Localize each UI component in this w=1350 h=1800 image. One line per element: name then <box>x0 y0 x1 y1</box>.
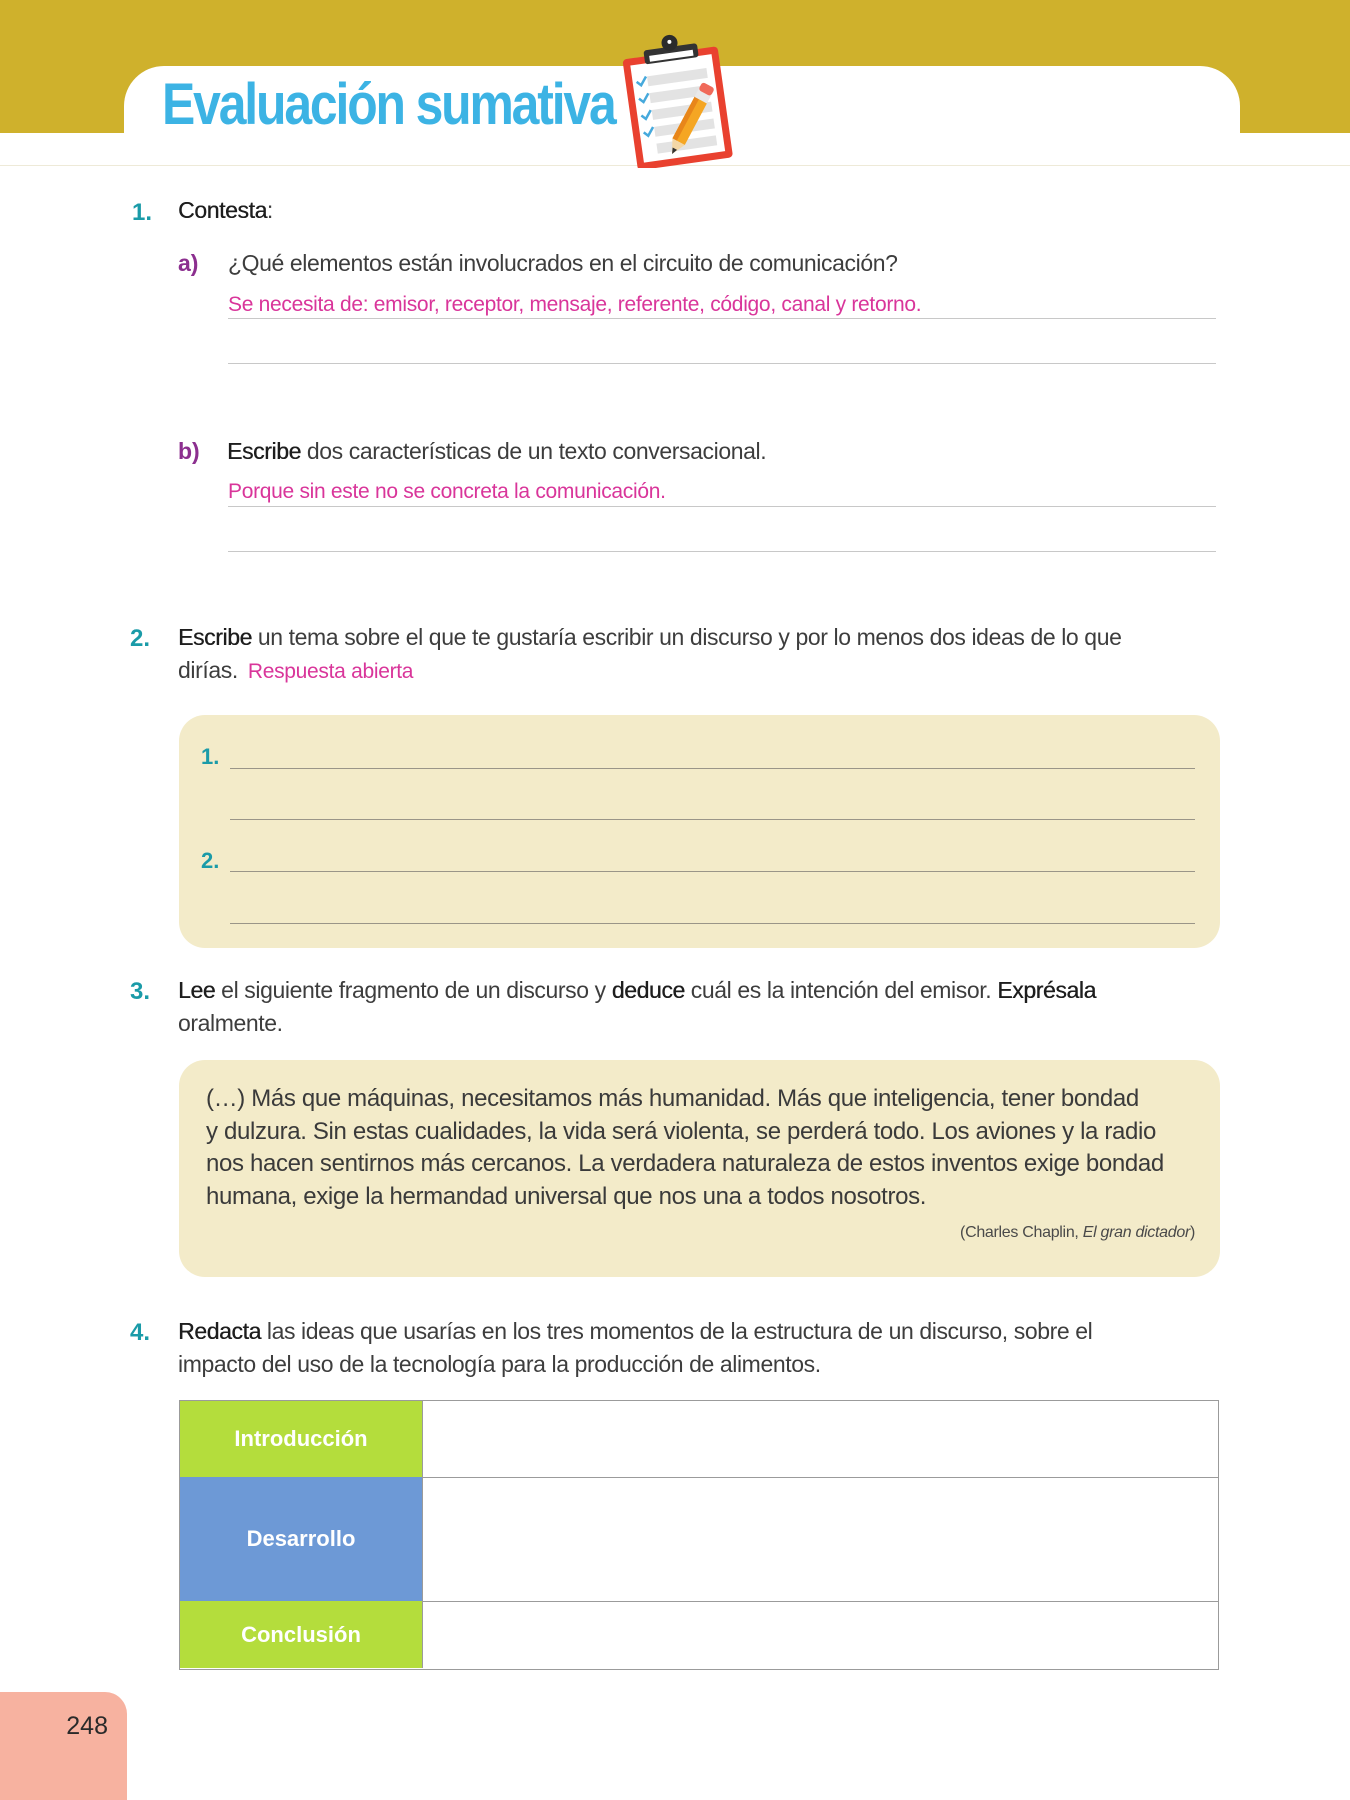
q1b-verb: Escribe <box>227 438 301 464</box>
q3-quote <box>206 1083 1206 1213</box>
q3-quote-line: y dulzura. Sin estas cualidades, la vida será violenta, se perderá todo. Los aviones y la radio <box>206 1117 1156 1145</box>
q1a-label: a) <box>178 250 199 276</box>
q1b-label: b) <box>178 438 200 464</box>
q3-quote-line: nos hacen sentirnos más cercanos. La verdadera naturaleza de estos inventos exige bondad <box>206 1150 1164 1177</box>
q3-quote-line: humana, exige la hermandad universal que nos una a todos nosotros. <box>206 1182 927 1210</box>
page-title: Evaluación sumativa <box>162 72 615 137</box>
q2-item-1-line-2[interactable] <box>230 819 1195 820</box>
q1b-question-text: dos características de un texto conversacional. <box>300 438 767 464</box>
q4-prompt-line-1 <box>178 1318 1092 1345</box>
q2-item-2-line-1[interactable] <box>230 871 1195 872</box>
q3-verb-lee: Lee <box>178 977 216 1003</box>
table-row-desarrollo-input[interactable] <box>423 1479 1218 1601</box>
q3-number: 3. <box>130 978 151 1005</box>
q2-item-1-line-1[interactable] <box>230 768 1195 769</box>
q4-prompt-text: las ideas que usarías en los tres momentos de la estructura de un discurso, sobre el <box>260 1318 1093 1344</box>
q2-answer[interactable]: Respuesta abierta <box>247 660 414 683</box>
q2-verb: Escribe <box>178 624 252 650</box>
q1-instruction <box>178 197 273 224</box>
table-row-desarrollo-label <box>180 1477 423 1601</box>
q1b-answer-line-1[interactable] <box>228 506 1216 507</box>
q3-verb-deduce: deduce <box>611 977 685 1003</box>
q3-prompt-text-1: el siguiente fragmento de un discurso y <box>215 977 612 1003</box>
q2-item-2-line-2[interactable] <box>230 923 1195 924</box>
clipboard-checklist-pencil-icon <box>615 28 745 168</box>
q2-item-1-number: 1. <box>201 744 220 769</box>
q3-prompt-line-1 <box>178 977 1096 1004</box>
q1b-question <box>227 438 766 465</box>
q3-attribution-work: El gran dictador <box>1082 1224 1190 1241</box>
q3-attribution <box>960 1224 1195 1242</box>
q1-colon: : <box>266 197 273 223</box>
q1a-answer-line-1[interactable] <box>228 318 1216 319</box>
desarrollo-label: Desarrollo <box>246 1526 356 1551</box>
q3-prompt-text-2: cuál es la intención del emisor. <box>684 977 998 1003</box>
q4-prompt-line-2: impacto del uso de la tecnología para la producción de alimentos. <box>178 1351 821 1377</box>
q2-prompt-line-2 <box>178 657 413 684</box>
table-row-conclusion-input[interactable] <box>423 1603 1218 1668</box>
q3-verb-expresala: Exprésala <box>997 977 1096 1003</box>
q4-verb: Redacta <box>178 1318 261 1344</box>
q2-prompt-line-1 <box>178 624 1121 651</box>
q2-item-2-number: 2. <box>201 848 220 873</box>
q3-attribution-author: (Charles Chaplin, <box>960 1224 1083 1241</box>
q3-attribution-close: ) <box>1189 1224 1195 1241</box>
page-number: 248 <box>66 1712 108 1740</box>
q2-number: 2. <box>130 625 151 652</box>
q3-prompt-line-2: oralmente. <box>178 1010 283 1036</box>
q3-quote-line: (…) Más que máquinas, necesitamos más humanidad. Más que inteligencia, tener bondad <box>206 1085 1139 1112</box>
q1-instruction-verb: Contesta <box>178 197 267 223</box>
conclusion-label: Conclusión <box>241 1621 361 1647</box>
q1b-answer-line-2[interactable] <box>228 551 1216 552</box>
q1a-question: ¿Qué elementos están involucrados en el circuito de comunicación? <box>228 250 898 276</box>
q1b-answer[interactable]: Porque sin este no se concreta la comunicación. <box>228 480 666 503</box>
q1a-answer-line-2[interactable] <box>228 363 1216 364</box>
q2-prompt-text-2: dirías. <box>178 657 238 683</box>
table-row-conclusion-label <box>180 1601 423 1668</box>
q1-number: 1. <box>132 199 153 226</box>
q2-answer-box <box>179 715 1220 948</box>
discourse-structure-table <box>179 1400 1219 1670</box>
table-row-introduccion-input[interactable] <box>423 1401 1218 1477</box>
page-number-tab <box>0 1692 127 1800</box>
table-row-introduccion-label <box>180 1401 423 1477</box>
q4-number: 4. <box>130 1319 151 1346</box>
q1a-answer[interactable]: Se necesita de: emisor, receptor, mensaje, referente, código, canal y retorno. <box>228 293 922 316</box>
q2-prompt-text: un tema sobre el que te gustaría escribir un discurso y por lo menos dos ideas de lo que <box>251 624 1122 650</box>
introduccion-label: Introducción <box>234 1426 368 1451</box>
